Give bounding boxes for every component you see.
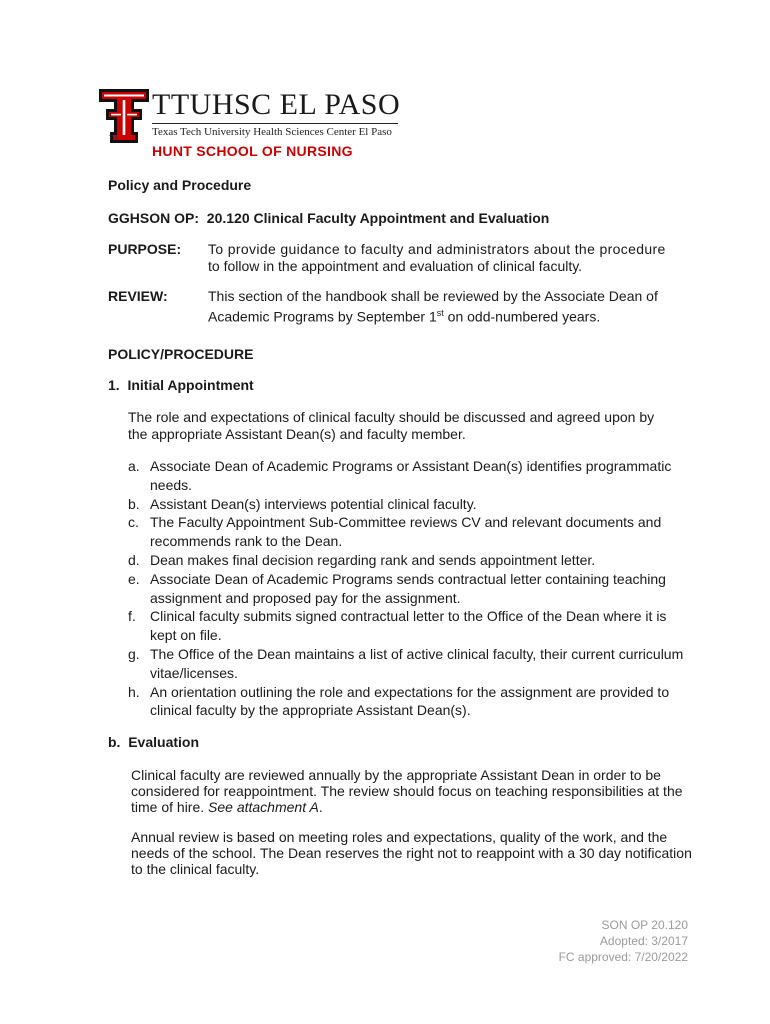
list-item (128, 570, 688, 608)
list-marker: e. (128, 570, 140, 587)
list-item (128, 513, 688, 551)
logo-divider (152, 123, 398, 124)
list-item-text: Associate Dean of Academic Programs or Assistant Dean(s) identifies programmatic needs. (150, 458, 672, 493)
procedure-steps-list (128, 457, 688, 720)
list-item (128, 495, 688, 514)
list-item (128, 551, 688, 570)
org-full-name: Texas Tech University Health Sciences Center El Paso (152, 126, 392, 138)
eval-para-line2: considered for reappointment. The review should focus on teaching responsibilities at the (131, 783, 683, 799)
list-item-text: Assistant Dean(s) interviews potential clinical faculty. (150, 495, 477, 512)
eval-para-line1: Clinical faculty are reviewed annually by the appropriate Assistant Dean in order to be (131, 767, 661, 783)
footer-adopted-date: Adopted: 3/2017 (599, 934, 688, 948)
list-item-text: Associate Dean of Academic Programs sends contractual letter containing teaching assignment and proposed pay for the assignment. (150, 570, 666, 606)
review-text-line2 (208, 305, 600, 326)
policy-heading: POLICY/PROCEDURE (108, 346, 254, 362)
attachment-reference: See attachment A (208, 799, 319, 815)
list-item (128, 645, 688, 683)
section1-para-line1: The role and expectations of clinical faculty should be discussed and agreed upon by (128, 409, 655, 425)
list-marker: g. (128, 645, 140, 662)
doc-type-label: Policy and Procedure (108, 177, 252, 193)
list-item (128, 457, 688, 495)
eval-text-a: time of hire. (131, 799, 209, 815)
list-item-text: Dean makes final decision regarding rank and sends appointment letter. (150, 551, 596, 568)
footer-op-number: SON OP 20.120 (601, 918, 688, 932)
annual-para-line3: to the clinical faculty. (131, 861, 260, 877)
list-marker: b. (128, 495, 140, 512)
list-marker: c. (128, 514, 139, 531)
section2-heading: b. Evaluation (108, 734, 200, 750)
review-text-line1: This section of the handbook shall be reviewed by the Associate Dean of (208, 288, 658, 304)
list-item-text: Clinical faculty submits signed contractual letter to the Office of the Dean where it is kept on file. (150, 608, 667, 644)
trademark-mark: TM (109, 136, 118, 142)
review-text-sup: st (436, 308, 444, 318)
logo (98, 88, 150, 144)
purpose-label: PURPOSE: (108, 241, 182, 257)
purpose-text-line2: to follow in the appointment and evaluation of clinical faculty. (208, 258, 583, 274)
list-marker: d. (128, 551, 140, 568)
list-item-text: The Office of the Dean maintains a list of active clinical faculty, their current curriculum vitae/licenses. (150, 645, 684, 681)
eval-para-line3 (131, 799, 323, 816)
list-marker: h. (128, 683, 140, 700)
annual-para-line1: Annual review is based on meeting roles and expectations, quality of the work, and the (131, 829, 668, 845)
review-label: REVIEW: (108, 288, 168, 304)
school-name: HUNT SCHOOL OF NURSING (152, 143, 353, 159)
purpose-text-line1: To provide guidance to faculty and administrators about the procedure (208, 241, 666, 257)
list-item (128, 607, 688, 645)
list-item-text: An orientation outlining the role and expectations for the assignment are provided to clinical faculty by the appropriate Assistant Dean(s). (150, 683, 670, 719)
eval-text-b: . (318, 799, 323, 815)
list-marker: a. (128, 458, 140, 474)
section1-para-line2: the appropriate Assistant Dean(s) and faculty member. (128, 426, 466, 442)
review-text-a: Academic Programs by September 1 (208, 308, 437, 325)
double-t-logo-icon (98, 88, 150, 144)
list-item-text: The Faculty Appointment Sub-Committee reviews CV and relevant documents and recommends rank to the Dean. (150, 514, 662, 550)
section1-heading: 1. Initial Appointment (108, 377, 254, 393)
org-name: TTUHSC EL PASO (152, 88, 401, 121)
list-item (128, 683, 688, 721)
list-marker: f. (128, 608, 136, 625)
op-title: GGHSON OP: 20.120 Clinical Faculty Appointment and Evaluation (108, 210, 550, 226)
annual-para-line2: needs of the school. The Dean reserves the right not to reappoint with a 30 day notification (131, 845, 692, 861)
review-text-b: on odd-numbered years. (443, 308, 601, 325)
footer-fc-approved-date: FC approved: 7/20/2022 (558, 950, 688, 964)
